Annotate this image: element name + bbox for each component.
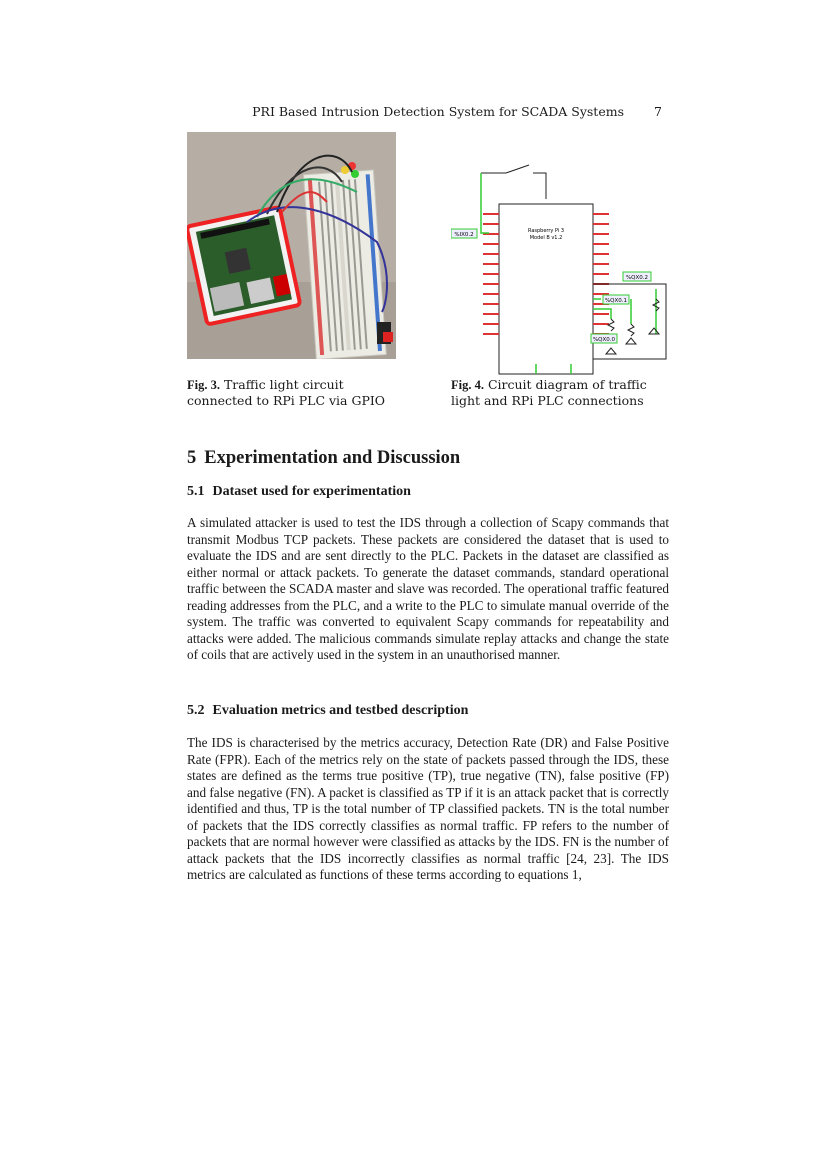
page-number: 7 xyxy=(654,104,662,119)
figure-3-photo xyxy=(187,132,396,359)
figure-4-circuit-diagram xyxy=(451,159,676,376)
subsection-heading-5-1 xyxy=(187,484,411,500)
board-label-2: Model B v1.2 xyxy=(529,235,563,241)
tag-qx01: %QX0.1 xyxy=(604,298,628,304)
subsection-heading-5-2 xyxy=(187,703,468,719)
figure-3-label: Fig. 3. xyxy=(187,378,220,392)
figure-3-caption-text: Traffic light circuit connected to RPi PLC via GPIO xyxy=(187,377,386,408)
section-heading xyxy=(187,448,460,469)
tag-input: %IX0.2 xyxy=(454,232,474,238)
figure-4-caption xyxy=(451,377,676,409)
subsection-title: Dataset used for experimentation xyxy=(212,484,411,499)
section-number: 5 xyxy=(187,448,197,468)
figure-3-caption xyxy=(187,377,412,409)
tag-qx02: %QX0.2 xyxy=(625,275,649,281)
running-title: PRI Based Intrusion Detection System for SCADA Systems xyxy=(252,104,624,119)
figure-4-label: Fig. 4. xyxy=(451,378,484,392)
paragraph-dataset: A simulated attacker is used to test the IDS through a collection of Scapy commands that transmit Modbus TCP packets. These packets are considered the dataset that is used to evaluate the IDS and are sent directly to the PLC. Packets in the dataset are classified as either normal or attack packets. To generate the dataset commands, standard operational traffic between the SCADA master and slave was recorded. The operational traffic featured reading addresses from the PLC, and a write to the PLC to simulate manual override of the system. The traffic was converted to equivalent Scapy commands for repeatability and attacks were added. The malicious commands simulate replay attacks and change the state of coils that are actively used in the system in an unauthorised manner. xyxy=(187,515,669,662)
board-label-1: Raspberry Pi 3 xyxy=(527,228,565,234)
running-header xyxy=(187,104,662,122)
tag-qx00: %QX0.0 xyxy=(592,337,616,343)
subsection-title: Evaluation metrics and testbed description xyxy=(212,703,469,718)
section-title: Experimentation and Discussion xyxy=(204,448,461,468)
paragraph-metrics: The IDS is characterised by the metrics accuracy, Detection Rate (DR) and False Positive Rate (FPR). Each of the metrics rely on the state of packets passed through the IDS, these states are defined as the terms true positive (TP), true negative (TN), false positive (FP) and false negative (FN). A packet is classified as TP if it is an attack packet that is correctly identified and thus, TP is the total number of TP classified packets. TN is the total number of packets that the IDS correctly classifies as normal traffic. FP refers to the number of packets that are normal however were classified as attacks by the IDS. FN is the number of attack packets that the IDS incorrectly classifies as normal traffic [24, 23]. The IDS metrics are calculated as functions of these terms according to equations 1, xyxy=(187,735,669,882)
subsection-number: 5.2 xyxy=(187,703,205,718)
figure-4-caption-text: Circuit diagram of traffic light and RPi PLC connections xyxy=(451,377,647,408)
subsection-number: 5.1 xyxy=(187,484,205,499)
